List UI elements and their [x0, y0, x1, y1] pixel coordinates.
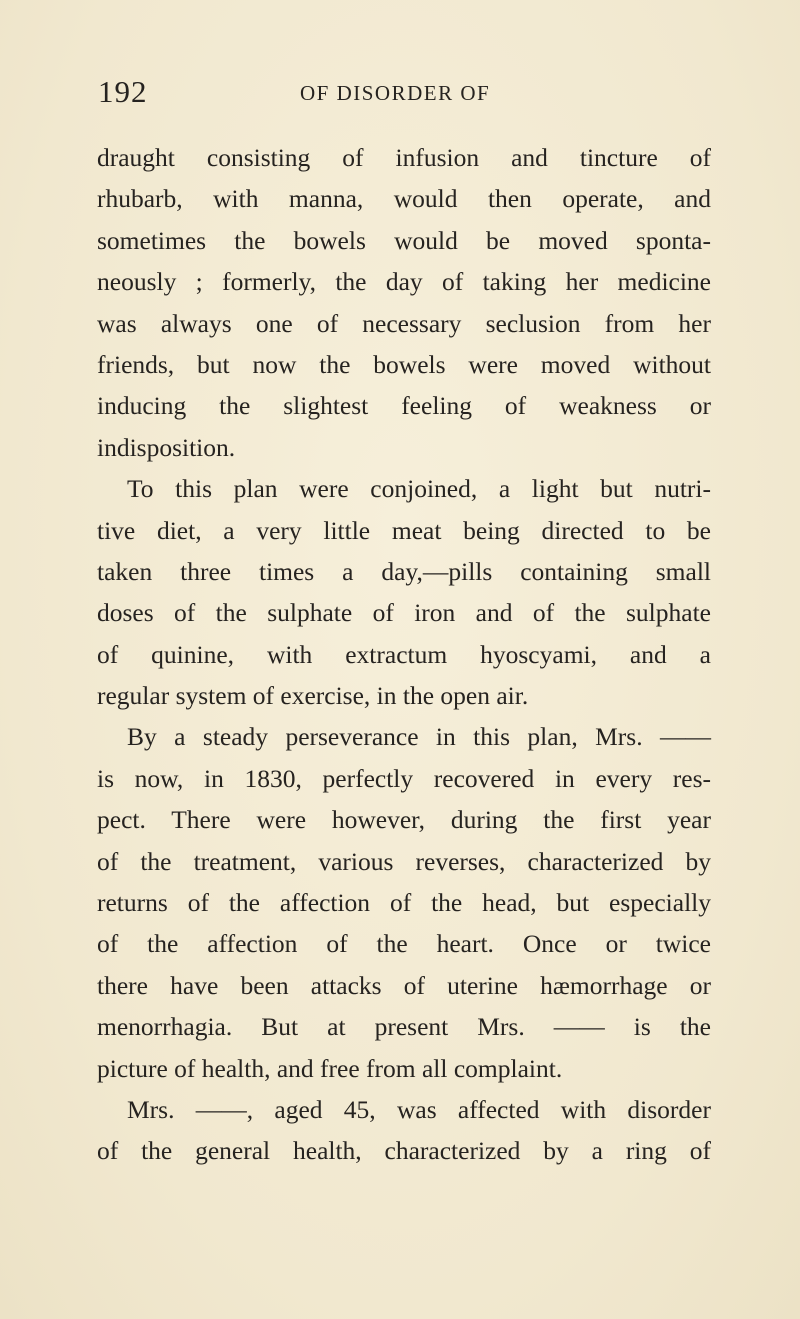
text-line: there have been attacks of uterine hæmorrhage or — [97, 970, 711, 1000]
text-line: indisposition. — [97, 432, 236, 462]
text-line: returns of the affection of the head, but especially — [97, 888, 711, 918]
text-line: neously ; formerly, the day of taking her medicine — [97, 267, 711, 297]
text-line: rhubarb, with manna, would then operate, and — [97, 184, 711, 214]
page-number: 192 — [98, 74, 148, 109]
text-line: By a steady perseverance in this plan, Mrs. —— — [127, 722, 711, 752]
text-line: taken three times a day,—pills containing small — [97, 556, 711, 586]
text-line: friends, but now the bowels were moved without — [97, 349, 711, 379]
running-head: OF DISORDER OF — [300, 81, 491, 105]
text-line: of the affection of the heart. Once or twice — [97, 929, 711, 959]
text-line: of the treatment, various reverses, characterized by — [97, 846, 711, 876]
text-line: is now, in 1830, perfectly recovered in every res- — [97, 763, 711, 793]
text-line: pect. There were however, during the first year — [97, 805, 711, 835]
text-line: picture of health, and free from all complaint. — [97, 1053, 563, 1083]
text-line: menorrhagia. But at present Mrs. —— is the — [97, 1012, 711, 1042]
text-line: sometimes the bowels would be moved sponta- — [97, 225, 711, 255]
text-line: doses of the sulphate of iron and of the sulphate — [97, 598, 711, 628]
text-line: To this plan were conjoined, a light but nutri- — [127, 474, 711, 504]
page-header — [98, 72, 738, 112]
text-line: draught consisting of infusion and tincture of — [97, 143, 711, 172]
text-line: regular system of exercise, in the open air. — [97, 681, 529, 711]
text-line: of the general health, characterized by a ring of — [97, 1136, 711, 1166]
text-line: tive diet, a very little meat being directed to be — [97, 515, 711, 545]
text-line: of quinine, with extractum hyoscyami, and a — [97, 639, 711, 669]
text-line: was always one of necessary seclusion from her — [97, 308, 711, 338]
text-line: inducing the slightest feeling of weakness or — [97, 391, 711, 421]
body-text — [97, 137, 711, 1172]
text-line: Mrs. ——, aged 45, was affected with disorder — [127, 1094, 711, 1124]
